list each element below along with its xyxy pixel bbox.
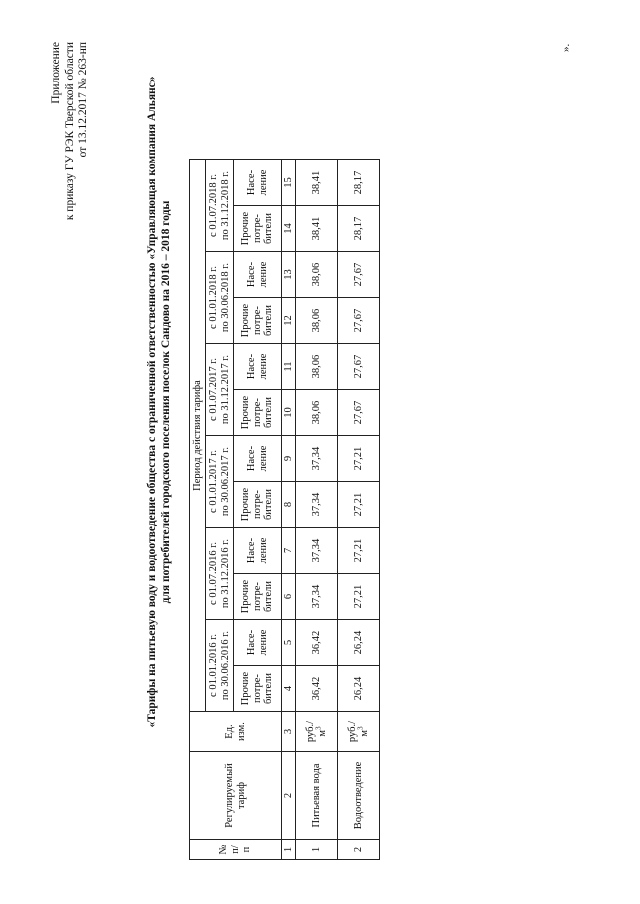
value-cell: 37,34 — [296, 528, 338, 574]
subheader-population: Насе- ление — [234, 436, 282, 482]
index-cell: 13 — [282, 252, 296, 298]
row-name: Питьевая вода — [296, 752, 338, 840]
value-cell: 38,06 — [296, 298, 338, 344]
rotated-content — [40, 32, 600, 872]
value-cell: 27,67 — [338, 390, 380, 436]
value-cell: 37,34 — [296, 574, 338, 620]
unit-sup: 3 — [356, 726, 364, 730]
value-cell: 37,34 — [296, 436, 338, 482]
value-cell: 27,21 — [338, 482, 380, 528]
index-cell: 10 — [282, 390, 296, 436]
appendix-block — [50, 42, 91, 232]
value-cell: 37,34 — [296, 482, 338, 528]
subheader-population: Насе- ление — [234, 528, 282, 574]
title-line-1: «Тарифы на питьевую воду и водоотведение общества с ограниченной ответственностью «Управляющая компания Альянс» — [146, 76, 158, 728]
value-cell: 27,21 — [338, 528, 380, 574]
index-cell: 15 — [282, 160, 296, 206]
unit-main: руб./ — [347, 720, 358, 743]
period-6: с 01.07.2018 г. по 31.12.2018 г. — [206, 160, 234, 252]
index-cell: 4 — [282, 666, 296, 712]
subheader-other: Прочие потре- бители — [234, 574, 282, 620]
subheader-other: Прочие потре- бители — [234, 298, 282, 344]
value-cell: 38,06 — [296, 344, 338, 390]
index-cell: 2 — [282, 752, 296, 840]
subheader-population: Насе- ление — [234, 160, 282, 206]
value-cell: 27,67 — [338, 252, 380, 298]
value-cell: 26,24 — [338, 666, 380, 712]
value-cell: 27,21 — [338, 574, 380, 620]
header-tariff: Регулируемый тариф — [190, 752, 282, 840]
value-cell: 28,17 — [338, 206, 380, 252]
index-cell: 9 — [282, 436, 296, 482]
index-row — [282, 160, 296, 860]
subheader-other: Прочие потре- бители — [234, 390, 282, 436]
row-name: Водоотведение — [338, 752, 380, 840]
title-line-2: для потребителей городского поселения поселок Сандово на 2016 – 2018 годы — [160, 200, 172, 604]
index-cell: 8 — [282, 482, 296, 528]
appendix-order-ref: к приказу ГУ РЭК Тверской области — [63, 42, 76, 221]
document-title — [145, 32, 173, 772]
subheader-population: Насе- ление — [234, 344, 282, 390]
index-cell: 5 — [282, 620, 296, 666]
value-cell: 36,42 — [296, 666, 338, 712]
period-5: с 01.01.2018 г. по 30.06.2018 г. — [206, 252, 234, 344]
value-cell: 26,24 — [338, 620, 380, 666]
value-cell: 27,67 — [338, 298, 380, 344]
value-cell: 38,06 — [296, 252, 338, 298]
header-num: № п/ п — [190, 840, 282, 860]
value-cell: 36,42 — [296, 620, 338, 666]
value-cell: 38,41 — [296, 160, 338, 206]
tariff-table — [189, 159, 380, 860]
index-cell: 6 — [282, 574, 296, 620]
period-3: с 01.01.2017 г. по 30.06.2017 г. — [206, 436, 234, 528]
header-unit: Ед. изм. — [190, 712, 282, 752]
appendix-heading: Приложение — [50, 42, 62, 104]
row-unit — [296, 712, 338, 752]
subheader-population: Насе- ление — [234, 252, 282, 298]
subheader-other: Прочие потре- бители — [234, 482, 282, 528]
appendix-order-date: от 13.12.2017 № 263-нп — [77, 42, 89, 158]
closing-quote: ». — [560, 43, 572, 52]
unit-main: руб./ — [305, 720, 316, 743]
unit-sup: 3 — [314, 726, 322, 730]
index-cell: 7 — [282, 528, 296, 574]
value-cell: 28,17 — [338, 160, 380, 206]
header-period: Период действия тарифа — [190, 160, 206, 712]
value-cell: 38,41 — [296, 206, 338, 252]
unit-sub: м — [358, 729, 370, 737]
period-1: с 01.01.2016 г. по 30.06.2016 г. — [206, 620, 234, 712]
index-cell: 12 — [282, 298, 296, 344]
row-num: 1 — [296, 840, 338, 860]
index-cell: 11 — [282, 344, 296, 390]
row-num: 2 — [338, 840, 380, 860]
subheader-other: Прочие потре- бители — [234, 666, 282, 712]
value-cell: 27,67 — [338, 344, 380, 390]
unit-sub: м — [316, 729, 328, 737]
value-cell: 38,06 — [296, 390, 338, 436]
subheader-population: Насе- ление — [234, 620, 282, 666]
index-cell: 14 — [282, 206, 296, 252]
table-row — [296, 160, 338, 860]
period-2: с 01.07.2016 г. по 31.12.2016 г. — [206, 528, 234, 620]
index-cell: 1 — [282, 840, 296, 860]
value-cell: 27,21 — [338, 436, 380, 482]
table-row — [338, 160, 380, 860]
row-unit — [338, 712, 380, 752]
period-4: с 01.07.2017 г. по 31.12.2017 г. — [206, 344, 234, 436]
index-cell: 3 — [282, 712, 296, 752]
subheader-other: Прочие потре- бители — [234, 206, 282, 252]
